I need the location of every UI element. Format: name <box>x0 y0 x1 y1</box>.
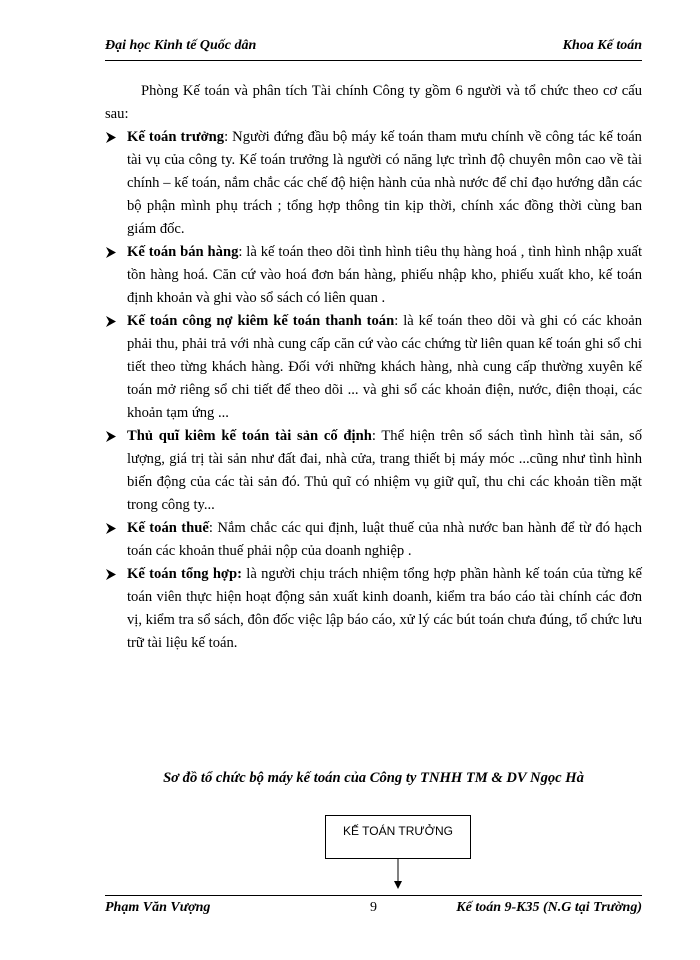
footer-divider <box>105 895 642 896</box>
list-item <box>105 425 642 517</box>
list-item <box>105 517 642 563</box>
list-item <box>105 310 642 425</box>
role-term: Kế toán thuế <box>127 520 209 536</box>
header-faculty: Khoa Kế toán <box>562 38 642 53</box>
list-item <box>105 241 642 310</box>
arrow-bullet-icon <box>105 430 117 443</box>
role-term: Kế toán trưởng <box>127 129 225 145</box>
role-term: Kế toán bán hàng <box>127 244 239 260</box>
role-description: là người chịu trách nhiệm tổng hợp phần hành kế toán của từng kế toán viên thực hiện hoạt động sản xuất kinh doanh, kiểm tra báo cáo tài chính các đơn vị, kiểm tra sổ sách, đôn đốc việc lập báo cáo, xử lý các bút toán chưa đúng, tổ chức lưu trữ tài liệu kế toán. <box>127 566 642 651</box>
header-divider <box>105 60 642 61</box>
arrow-bullet-icon <box>105 131 117 144</box>
role-list <box>105 126 642 655</box>
role-description: : Nắm chắc các qui định, luật thuế của nhà nước ban hành để từ đó hạch toán các khoản thuế phải nộp của doanh nghiệp . <box>127 520 642 559</box>
role-term: Thủ quĩ kiêm kế toán tài sản cố định <box>127 428 372 444</box>
document-body <box>105 80 642 655</box>
diagram-title: Sơ đồ tổ chức bộ máy kế toán của Công ty TNHH TM & DV Ngọc Hà <box>163 770 584 786</box>
role-term: Kế toán công nợ kiêm kế toán thanh toán <box>127 313 395 329</box>
footer-class: Kế toán 9-K35 (N.G tại Trường) <box>456 900 642 915</box>
down-arrow-connector <box>394 859 402 889</box>
arrow-bullet-icon <box>105 315 117 328</box>
role-description: : Thể hiện trên sổ sách tình hình tài sản, số lượng, giá trị tài sản như đất đai, nhà cửa, trang thiết bị máy móc ...cũng như tình hình biến động của các tài sản đó. Thủ quĩ có nhiệm vụ giữ quĩ, thu chi các khoản tiền mặt trong công ty... <box>127 428 642 513</box>
header-university: Đại học Kinh tế Quốc dân <box>105 38 257 53</box>
arrow-bullet-icon <box>105 568 117 581</box>
role-description: : Người đứng đầu bộ máy kế toán tham mưu chính về công tác kế toán tài vụ của công ty. Kế toán trưởng là người có năng lực trình độ chuyên môn cao về tài chính – kế toán, nắm chắc các chế độ hiện hành của nhà nước để chỉ đạo hướng dẫn các bộ phận mình phụ trách ; tổng hợp thông tin kịp thời, chính xác đồng thời cùng ban giám đốc. <box>127 129 642 237</box>
arrow-bullet-icon <box>105 246 117 259</box>
role-description: : là kế toán theo dõi tình hình tiêu thụ hàng hoá , tình hình nhập xuất tồn hàng hoá. Căn cứ vào hoá đơn bán hàng, phiếu nhập kho, phiếu xuất kho, kế toán định khoản và ghi vào sổ sách có liên quan . <box>127 244 642 306</box>
page-number: 9 <box>370 900 377 915</box>
chief-accountant-box: KẾ TOÁN TRƯỞNG <box>325 815 471 859</box>
role-description: : là kế toán theo dõi và ghi có các khoản phải thu, phải trả với nhà cung cấp căn cứ vào các chứng từ liên quan kế toán ghi sổ chi tiết theo từng khách hàng. Đối với những khách hàng, nhà cung cấp thường xuyên kế toán mở riêng sổ chi tiết để theo dõi ... và ghi sổ các khoản điện, nước, điện thoại, các khoản tạm ứng ... <box>127 313 643 421</box>
list-item <box>105 563 642 655</box>
arrow-bullet-icon <box>105 522 117 535</box>
intro-paragraph: Phòng Kế toán và phân tích Tài chính Công ty gồm 6 người và tổ chức theo cơ cấu sau: <box>105 83 642 122</box>
page-header <box>105 38 642 60</box>
role-term: Kế toán tổng hợp: <box>127 566 242 582</box>
footer-author: Phạm Văn Vượng <box>105 900 211 915</box>
list-item <box>105 126 642 241</box>
